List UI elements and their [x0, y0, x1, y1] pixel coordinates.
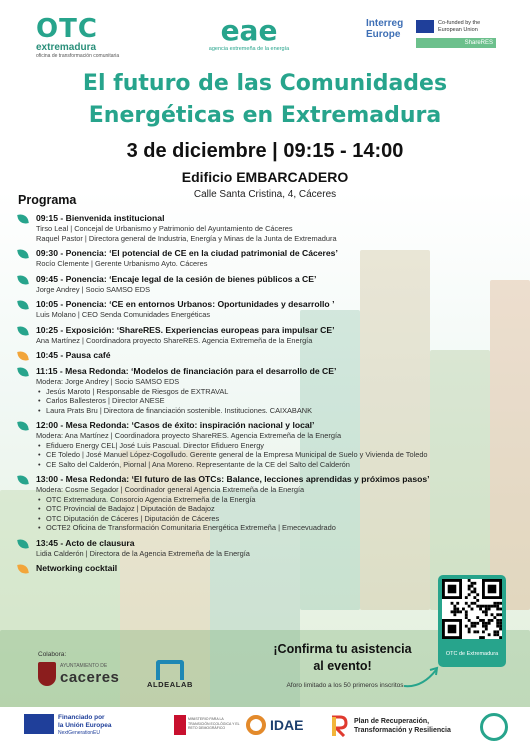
agenda-item-speaker: Raquel Pastor | Directora general de Industria, Energía y Minas de la Junta de Extremadura	[36, 233, 337, 243]
agenda-item	[18, 299, 498, 320]
agenda-item-panelist: • Carlos Ballesteros | Director ANESE	[36, 396, 498, 406]
aldealab-logo	[140, 660, 200, 696]
agenda-item-panelist: • OTC Provincial de Badajoz | Diputación de Badajoz	[36, 504, 498, 514]
caceres-logo-word: caceres	[60, 669, 120, 686]
agenda-item	[18, 538, 498, 559]
agenda-item-title: Networking cocktail	[36, 563, 118, 573]
otc-logo-tagline: oficina de transformación comunitaria	[36, 53, 120, 59]
eu-flag-icon	[24, 714, 54, 734]
prtr-text: Plan de Recuperación, Transformación y Resiliencia	[354, 718, 451, 734]
agenda-item-speaker: Modera: Ana Martínez | Coordinadora proyecto ShareRES. Agencia Extremeña de la Energía	[36, 431, 342, 440]
agenda-item-title: 09:15 - Bienvenida institucional	[36, 213, 165, 223]
agenda-item-panelist: • OCTE2 Oficina de Transformación Comunitaria Energética Extremeña | Emecevuadrado	[36, 523, 498, 533]
gobierno-logo	[174, 715, 242, 737]
agenda-item-speaker: Jorge Andrey | Socio SAMSO EDS	[36, 284, 151, 294]
nextgen-text: NextGenerationEU	[58, 730, 100, 736]
agenda-item-panelist: • Jesús Maroto | Responsable de Riesgos de EXTRAVAL	[36, 387, 498, 397]
eae-logo-tagline: agencia extremeña de la energía	[208, 46, 290, 52]
agenda-item-title: 13:45 - Acto de clausura	[36, 537, 135, 548]
idae-word: IDAE	[270, 717, 304, 733]
qr-label: OTC de Extremadura	[445, 651, 499, 657]
colabora-label: Colabora:	[38, 651, 67, 658]
otc-extremadura-logo	[36, 16, 136, 59]
agenda-item-panelist: • Efiduero Energy CEL| José Luis Pascual. Director Efiduero Energy	[36, 441, 498, 451]
agenda-item-speaker: Modera: Jorge Andrey | Socio SAMSO EDS	[36, 377, 180, 386]
confirm-cta	[260, 641, 425, 675]
leaf-icon	[17, 325, 29, 337]
agenda-item-panelist: • OTC Diputación de Cáceres | Diputación de Cáceres	[36, 514, 498, 524]
agenda-item	[18, 366, 498, 415]
caceres-shield-icon	[38, 662, 56, 686]
title-line-1: El futuro de las Comunidades	[82, 71, 448, 96]
leaf-icon	[17, 420, 29, 432]
agenda-item-title: 09:30 - Ponencia: ‘El potencial de CE en la ciudad patrimonial de Cáceres’	[36, 248, 338, 258]
confirm-line-1: ¡Confirma tu asistencia	[273, 642, 412, 656]
leaf-icon	[17, 248, 29, 260]
gobierno-text: MINISTERIO PARA LA TRANSICIÓN ECOLÓGICA Y EL RETO DEMOGRÁFICO	[188, 717, 240, 730]
agenda-item	[18, 420, 498, 469]
leaf-icon	[17, 350, 29, 362]
sharers-bar: ShareRES	[416, 38, 496, 48]
agenda-item-panelist: • CE Toledo | José Manuel López-Cogolludo. Gerente general de la Empresa Municipal de Suelo y Vivienda de Toledo	[36, 450, 498, 460]
prtr-mark-icon	[330, 715, 348, 737]
programa-heading: Programa	[18, 193, 77, 207]
circular-logo-icon	[480, 713, 508, 741]
aforo-note: Aforo limitado a los 50 primeros inscritos	[286, 682, 404, 689]
footer-logos	[0, 707, 530, 750]
idae-logo	[246, 715, 316, 737]
page-title	[0, 68, 530, 132]
eu-flag-icon	[416, 20, 434, 33]
title-line-2: Energéticas en Extremadura	[88, 103, 442, 128]
event-venue: Edificio EMBARCADERO	[181, 169, 349, 185]
agenda-item-title: 10:25 - Exposición: ‘ShareRES. Experiencias europeas para impulsar CE’	[36, 324, 335, 335]
agenda-item	[18, 213, 498, 243]
agenda-item-speaker: Rocío Clemente | Gerente Urbanismo Ayto. Cáceres	[36, 259, 208, 268]
eu-cofunded-text: Co-funded by the European Union	[438, 20, 481, 33]
aldealab-mark-icon	[156, 660, 184, 680]
leaf-icon	[17, 213, 29, 225]
agenda-item-speaker: Luis Molano | CEO Senda Comunidades Energéticas	[36, 310, 211, 319]
leaf-icon	[17, 274, 29, 286]
idae-mark-icon	[246, 715, 266, 735]
agenda-item	[18, 563, 498, 574]
qr-code-card[interactable]	[438, 575, 506, 667]
agenda-item	[18, 248, 498, 269]
event-address: Calle Santa Cristina, 4, Cáceres	[193, 189, 337, 200]
leaf-icon	[17, 299, 29, 311]
agenda-item	[18, 350, 498, 361]
agenda-item-speaker: Modera: Cosme Segador | Coordinador general Agencia Extremeña de la Energía	[36, 485, 305, 494]
aldealab-word: ALDEALAB	[146, 680, 194, 689]
agenda-item-title: 13:00 - Mesa Redonda: ‘El futuro de las OTCs: Balance, lecciones aprendidas y próximos pasos’	[36, 474, 430, 484]
leaf-icon	[17, 474, 29, 486]
caceres-logo-small: AYUNTAMIENTO DE	[60, 663, 108, 669]
leaf-icon	[17, 563, 29, 575]
agenda-item-panelist: • CE Salto del Calderón, Piornal | Ana Moreno. Representante de la CE del Salto del Calderón	[36, 460, 498, 470]
agenda-item-title: 09:45 - Ponencia: ‘Encaje legal de la cesión de bienes públicos a CE’	[36, 273, 317, 284]
agenda-item	[18, 325, 498, 346]
event-date: 3 de diciembre | 09:15 - 14:00	[126, 140, 404, 162]
agenda-list	[18, 213, 498, 579]
eae-logo	[204, 16, 294, 52]
agenda-item-title: 12:00 - Mesa Redonda: ‘Casos de éxito: inspiración nacional y local’	[36, 420, 315, 430]
agenda-item-speaker: Ana Martínez | Coordinadora proyecto ShareRES. Agencia Extremeña de la Energía	[36, 335, 313, 345]
prtr-logo	[330, 715, 470, 739]
interreg-word-2: Europe	[366, 29, 401, 40]
agenda-item	[18, 274, 498, 295]
curved-arrow-icon	[402, 664, 442, 690]
otc-logo-sub: extremadura	[36, 42, 97, 53]
eae-logo-word: eae	[220, 14, 278, 47]
caceres-logo	[38, 660, 118, 690]
header-logos	[0, 12, 530, 70]
otc-logo-word: OTC	[36, 14, 98, 44]
agenda-item-speaker: Tirso Leal | Concejal de Urbanismo y Patrimonio del Ayuntamiento de Cáceres	[36, 224, 293, 233]
agenda-item-panelist: • Laura Prats Bru | Directora de financiación sostenible. Instituciones. CAIXABANK	[36, 406, 498, 416]
agenda-item-panelist: • OTC Extremadura. Consorcio Agencia Extremeña de la Energía	[36, 495, 498, 505]
interreg-word-1: Interreg	[366, 18, 404, 29]
agenda-item-title: 10:05 - Ponencia: ‘CE en entornos Urbanos: Oportunidades y desarrollo ’	[36, 299, 335, 309]
qr-code-icon[interactable]	[442, 579, 502, 639]
leaf-icon	[17, 538, 29, 550]
eu-nextgen-logo	[24, 712, 124, 742]
leaf-icon	[17, 366, 29, 378]
gobierno-shield-icon	[174, 715, 186, 735]
eu-funding-text: Financiado por la Unión Europea	[58, 714, 112, 729]
interreg-sharers-logo	[366, 18, 496, 62]
agenda-item-title: 11:15 - Mesa Redonda: ‘Modelos de financiación para el desarrollo de CE’	[36, 366, 337, 376]
agenda-item-speaker: Lidia Calderón | Directora de la Agencia Extremeña de la Energía	[36, 548, 250, 558]
agenda-item	[18, 474, 498, 533]
confirm-line-2: al evento!	[313, 659, 372, 673]
agenda-item-title: 10:45 - Pausa café	[36, 350, 111, 360]
